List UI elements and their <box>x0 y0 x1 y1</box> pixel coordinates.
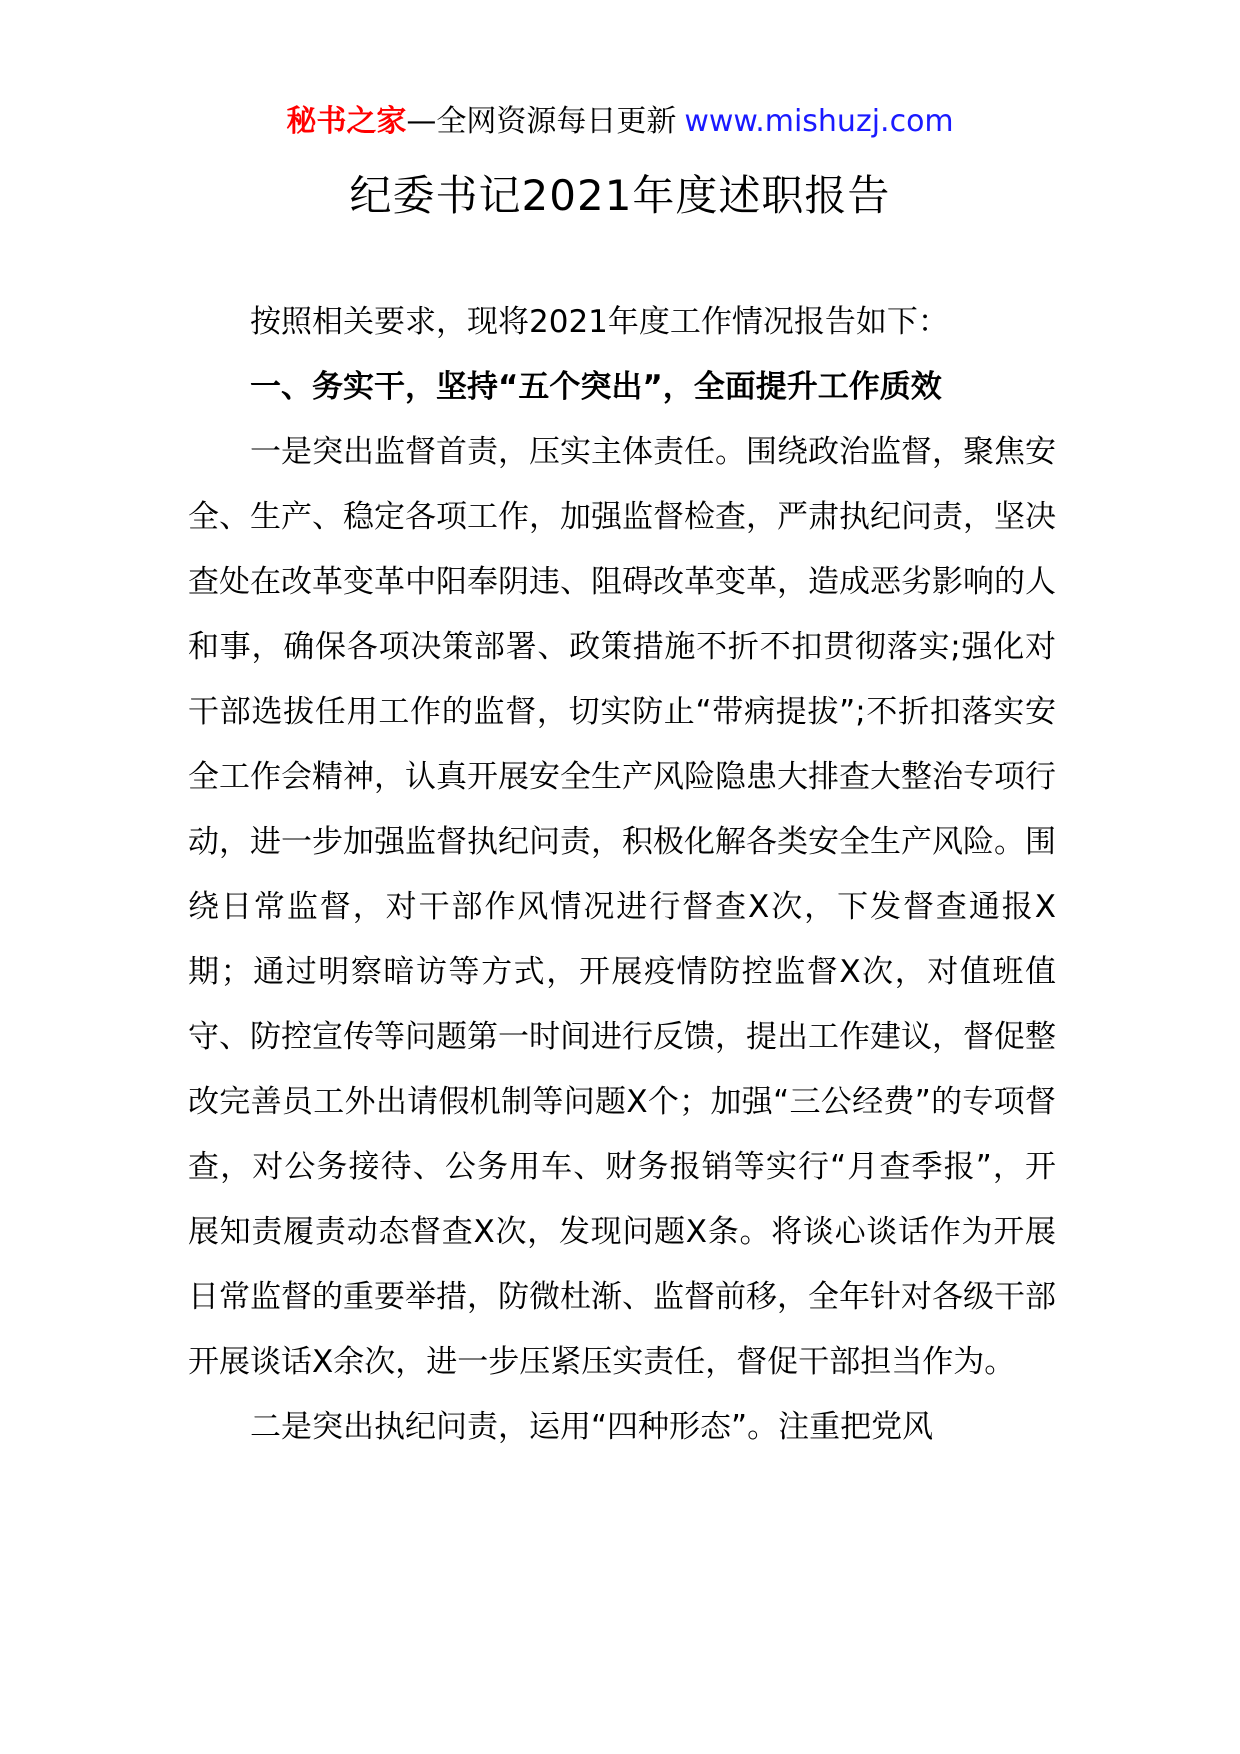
body-paragraph: 一是突出监督首责，压实主体责任。围绕政治监督，聚焦安全、生产、稳定各项工作，加强监督检查，严肃执纪问责，坚决查处在改革变革中阳奉阴违、阻碍改革变革，造成恶劣影响的人和事，确保各项决策部署、政策措施不折不扣贯彻落实;强化对干部选拔任用工作的监督，切实防止“带病提拔”;不折扣落实安全工作会精神，认真开展安全生产风险隐患大排查大整治专项行动，进一步加强监督执纪问责，积极化解各类安全生产风险。围绕日常监督，对干部作风情况进行督查X次，下发督查通报X期；通过明察暗访等方式，开展疫情防控监督X次，对值班值守、防控宣传等问题第一时间进行反馈，提出工作建议，督促整改完善员工外出请假机制等问题X个；加强“三公经费”的专项督查，对公务接待、公务用车、财务报销等实行“月查季报”，开展知责履责动态督查X次，发现问题X条。将谈心谈话作为开展日常监督的重要举措，防微杜渐、监督前移，全年针对各级干部开展谈话X余次，进一步压紧压实责任，督促干部担当作为。 <box>188 434 1056 1380</box>
site-url-link[interactable]: www.mishuzj.com <box>684 104 954 139</box>
body-paragraph: 二是突出执纪问责，运用“四种形态”。注重把党风 <box>250 1409 934 1445</box>
brand-tagline: —全网资源每日更新 <box>406 104 677 139</box>
section-heading: 一、务实干，坚持“五个突出”，全面提升工作质效 <box>250 369 942 405</box>
document-title: 纪委书记2021年度述职报告 <box>349 171 891 220</box>
watermark-header <box>0 102 1240 142</box>
brand-name: 秘书之家 <box>286 104 407 139</box>
document-body <box>188 290 1056 1460</box>
intro-paragraph: 按照相关要求，现将2021年度工作情况报告如下： <box>250 304 949 340</box>
